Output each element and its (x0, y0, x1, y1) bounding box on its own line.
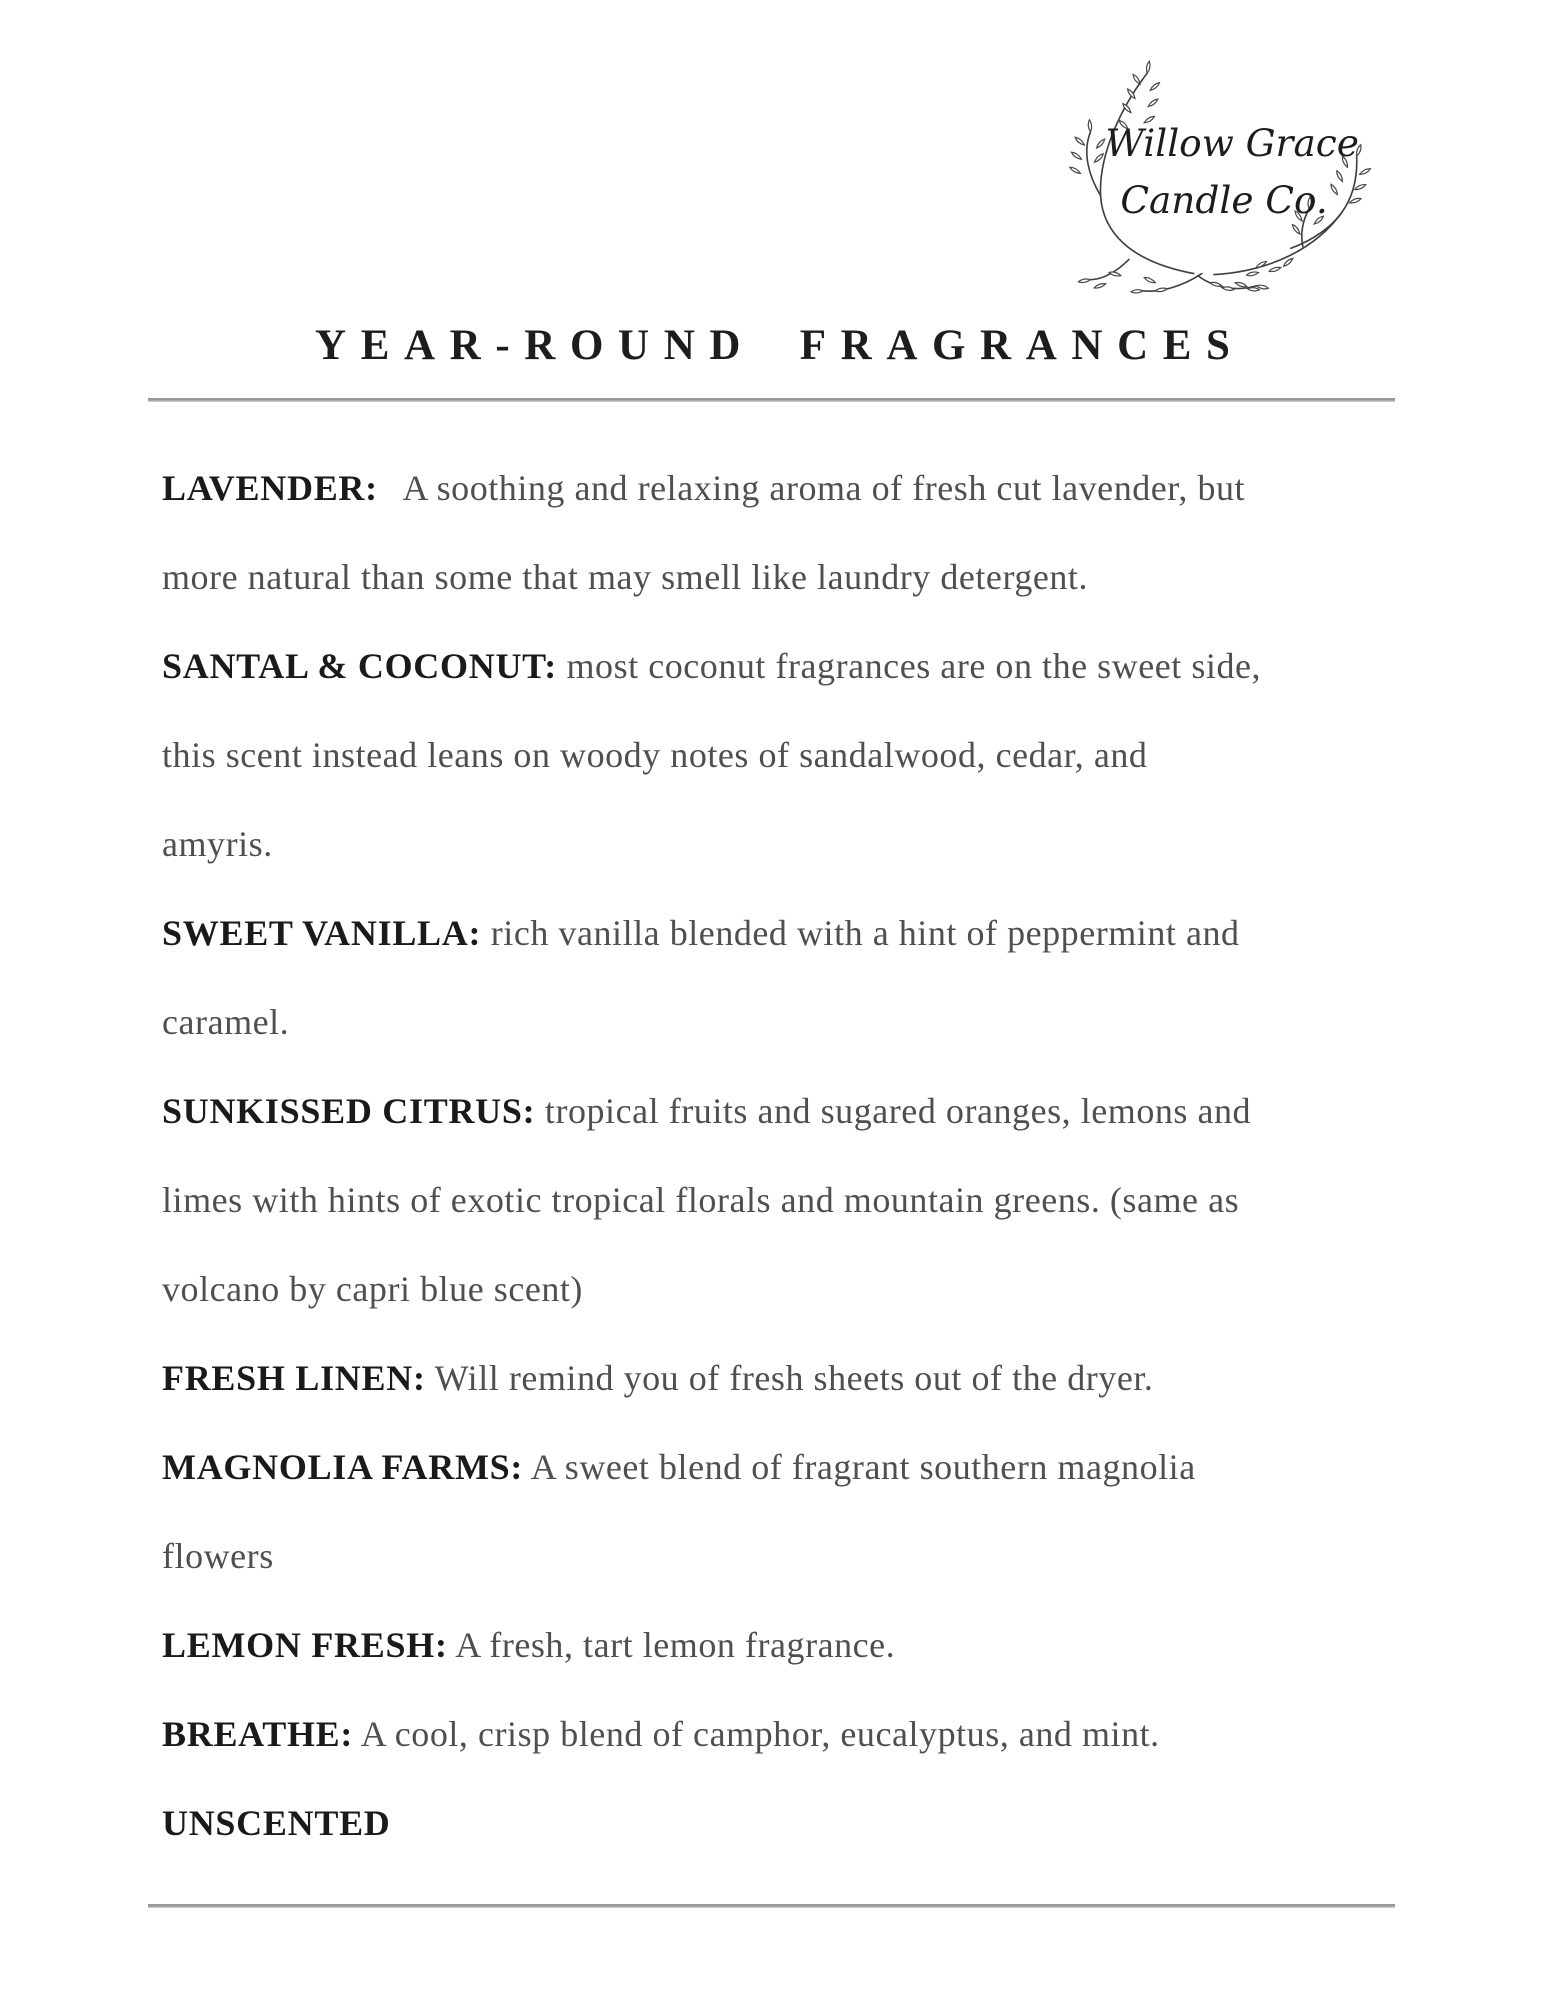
fragrance-entry-sunkissed-citrus (162, 1067, 1445, 1334)
bottom-right-leaves (1246, 257, 1294, 277)
fragrance-entry-magnolia-farms (162, 1423, 1445, 1601)
logo-text-line1: Willow Grace (1105, 121, 1359, 166)
fragrance-name: BREATHE: (162, 1714, 354, 1754)
fragrance-name: SWEET VANILLA: (162, 913, 482, 953)
fragrance-list (162, 444, 1445, 1868)
bottom-left-leaves (1078, 271, 1167, 294)
fragrance-entry-santal-coconut (162, 622, 1445, 889)
top-divider (148, 398, 1395, 402)
fragrance-description-line: amyris. (162, 824, 273, 864)
fragrance-name: FRESH LINEN: (162, 1358, 426, 1398)
fragrance-name: SANTAL & COCONUT: (162, 646, 557, 686)
fragrance-description-line: most coconut fragrances are on the sweet side, (566, 646, 1262, 686)
fragrance-name: SUNKISSED CITRUS: (162, 1091, 536, 1131)
fragrance-description-line: rich vanilla blended with a hint of peppermint and (490, 913, 1240, 953)
fragrance-description-line: limes with hints of exotic tropical florals and mountain greens. (same as (162, 1180, 1240, 1220)
page-title: YEAR-ROUND FRAGRANCES (315, 322, 1245, 369)
fragrance-entry-lavender (162, 444, 1445, 622)
fragrance-entry-breathe (162, 1690, 1445, 1779)
bottom-center-buds (1209, 281, 1268, 291)
lavender-wreath-illustration (1050, 58, 1386, 308)
fragrance-description-line: A sweet blend of fragrant southern magnolia (530, 1447, 1196, 1487)
fragrance-entry-fresh-linen (162, 1334, 1445, 1423)
fragrance-name: MAGNOLIA FARMS: (162, 1447, 524, 1487)
fragrance-description-line: Will remind you of fresh sheets out of the dryer. (434, 1358, 1154, 1398)
fragrance-description-line: this scent instead leans on woody notes of sandalwood, cedar, and (162, 735, 1148, 775)
left-sprig-buds (1118, 61, 1160, 130)
fragrance-description-line: volcano by capri blue scent) (162, 1269, 583, 1309)
fragrance-description-line: A fresh, tart lemon fragrance. (455, 1625, 896, 1665)
fragrance-description-line: A cool, crisp blend of camphor, eucalyptus, and mint. (360, 1714, 1160, 1754)
fragrance-description-line: A soothing and relaxing aroma of fresh cut lavender, but (402, 468, 1246, 508)
fragrance-description-line: tropical fruits and sugared oranges, lemons and (544, 1091, 1252, 1131)
fragrance-entry-unscented (162, 1779, 1445, 1868)
fragrance-name: UNSCENTED (162, 1803, 391, 1843)
bottom-divider (148, 1904, 1395, 1908)
logo-text-line2: Candle Co. (1120, 177, 1328, 222)
fragrance-name: LEMON FRESH: (162, 1625, 448, 1665)
fragrance-entry-sweet-vanilla (162, 889, 1445, 1067)
fragrance-description-line: more natural than some that may smell like laundry detergent. (162, 557, 1089, 597)
fragrance-entry-lemon-fresh (162, 1601, 1445, 1690)
fragrance-description-line: flowers (162, 1536, 274, 1576)
fragrance-description-line: caramel. (162, 1002, 290, 1042)
fragrance-name: LAVENDER: (162, 468, 378, 508)
brand-logo (1050, 58, 1386, 308)
